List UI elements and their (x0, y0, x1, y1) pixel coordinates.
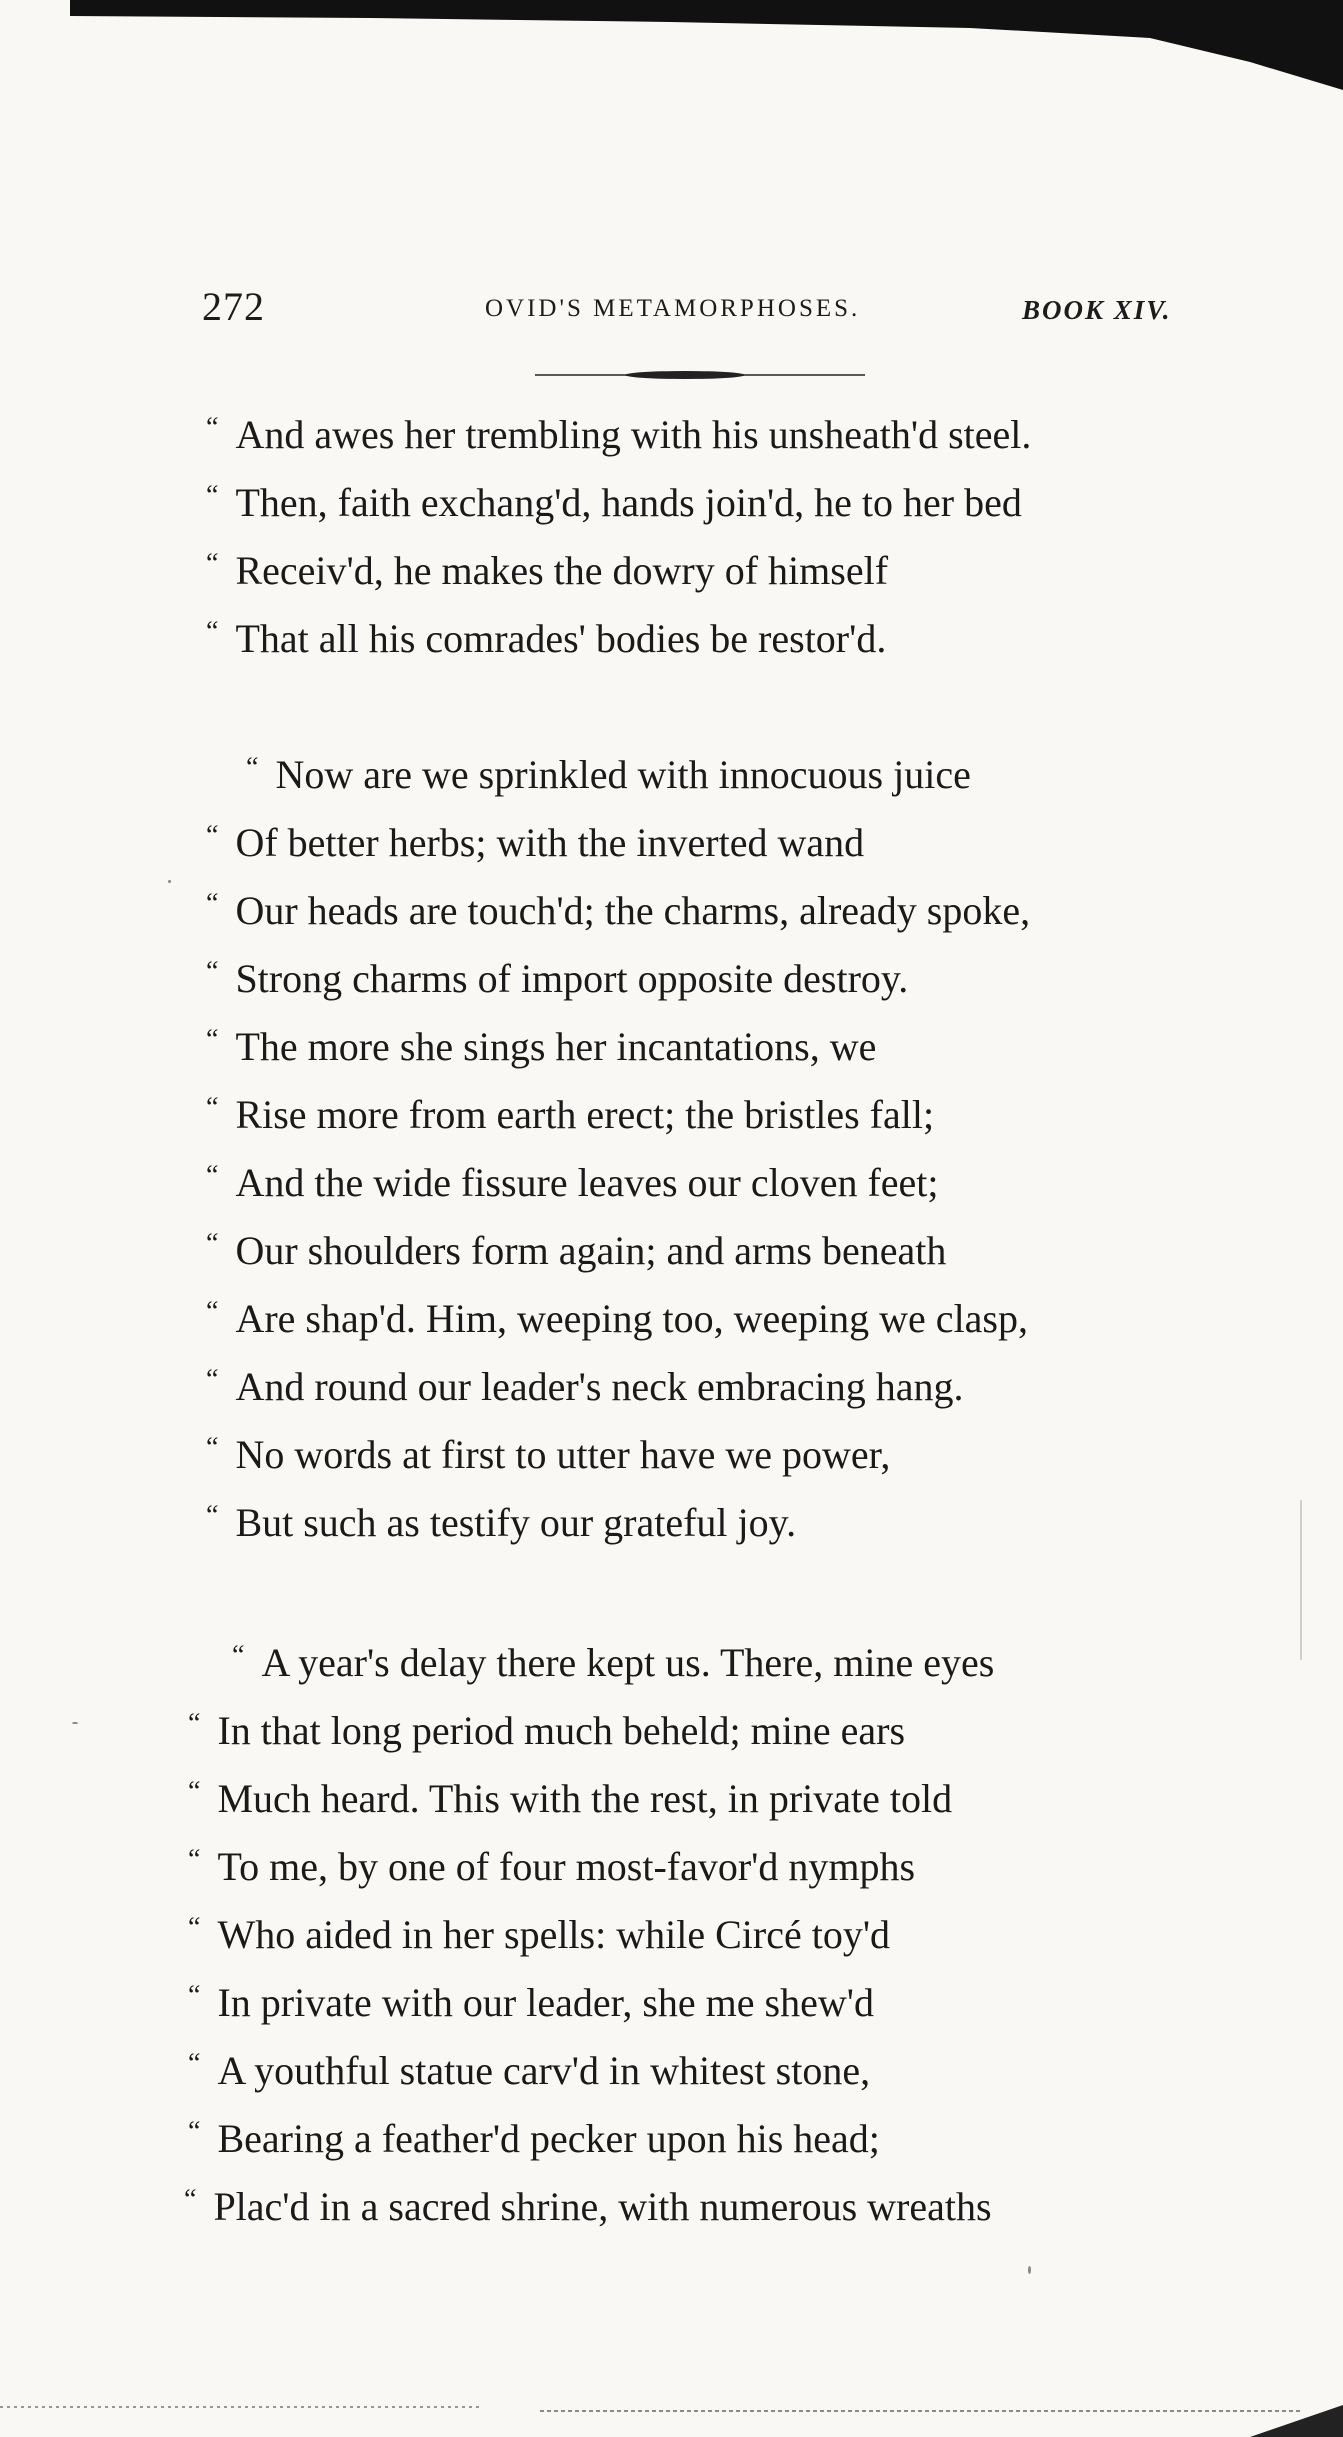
verse-text: And round our leader's neck embracing hang. (235, 1364, 964, 1409)
quote-mark: “ (206, 1500, 220, 1531)
scan-speck (72, 1722, 78, 1724)
verse-line (188, 1710, 905, 1751)
verse-line (206, 1026, 876, 1067)
quote-mark: “ (188, 2116, 202, 2147)
quote-mark: “ (206, 1296, 220, 1327)
quote-mark: “ (206, 480, 220, 511)
verse-line (246, 754, 971, 795)
page-number: 272 (202, 284, 265, 329)
verse-line (184, 2186, 992, 2227)
verse-text: Are shap'd. Him, weeping too, weeping we clasp, (235, 1296, 1028, 1341)
verse-text: And the wide fissure leaves our cloven feet; (235, 1160, 939, 1205)
quote-mark: “ (206, 616, 220, 647)
verse-text: Plac'd in a sacred shrine, with numerous wreaths (213, 2184, 992, 2229)
verse-text: A year's delay there kept us. There, mine eyes (261, 1640, 995, 1685)
quote-mark: “ (188, 1708, 202, 1739)
verse-line (206, 958, 908, 999)
quote-mark: “ (206, 548, 220, 579)
verse-text: To me, by one of four most-favor'd nymphs (217, 1844, 916, 1889)
verse-text: But such as testify our grateful joy. (235, 1500, 797, 1545)
verse-line (206, 414, 1031, 455)
quote-mark: “ (206, 1092, 220, 1123)
verse-line (188, 1778, 952, 1819)
quote-mark: “ (188, 1912, 202, 1943)
verse-line (188, 1846, 915, 1887)
header-ornament-rule (535, 368, 865, 382)
verse-line (206, 482, 1022, 523)
quote-mark: “ (184, 2184, 198, 2215)
quote-mark: “ (206, 888, 220, 919)
verse-text: Who aided in her spells: while Circé toy'd (217, 1912, 891, 1957)
quote-mark: “ (232, 1640, 246, 1671)
verse-text: Receiv'd, he makes the dowry of himself (235, 548, 889, 593)
verse-line (188, 2118, 880, 2159)
verse-text: The more she sings her incantations, we (235, 1024, 877, 1069)
verse-text: Our shoulders form again; and arms beneath (235, 1228, 947, 1273)
page-header (0, 283, 1343, 343)
scan-speck (168, 880, 171, 883)
verse-line (206, 890, 1030, 931)
quote-mark: “ (206, 412, 220, 443)
verse-text: Of better herbs; with the inverted wand (235, 820, 865, 865)
verse-line (206, 1162, 939, 1203)
quote-mark: “ (188, 1980, 202, 2011)
verse-line (188, 1914, 890, 1955)
scan-speck (1300, 1500, 1302, 1660)
verse-text: No words at first to utter have we power, (235, 1432, 891, 1477)
verse-line (206, 1366, 964, 1407)
quote-mark: “ (206, 1432, 220, 1463)
verse-line (206, 822, 864, 863)
scan-speck (1028, 2266, 1031, 2274)
verse-text: Then, faith exchang'd, hands join'd, he to her bed (235, 480, 1022, 525)
quote-mark: “ (206, 1160, 220, 1191)
verse-text: Bearing a feather'd pecker upon his head; (217, 2116, 880, 2161)
verse-text: Strong charms of import opposite destroy. (235, 956, 909, 1001)
quote-mark: “ (206, 1024, 220, 1055)
verse-text: In that long period much beheld; mine ears (217, 1708, 906, 1753)
verse-text: Our heads are touch'd; the charms, already spoke, (235, 888, 1031, 933)
verse-line (206, 618, 886, 659)
quote-mark: “ (188, 1844, 202, 1875)
running-title: OVID'S METAMORPHOSES. (485, 295, 861, 322)
verse-line (206, 1502, 796, 1543)
quote-mark: “ (206, 1364, 220, 1395)
verse-text: Much heard. This with the rest, in private told (217, 1776, 953, 1821)
verse-line (232, 1642, 994, 1683)
quote-mark: “ (206, 956, 220, 987)
verse-line (206, 1094, 934, 1135)
quote-mark: “ (206, 820, 220, 851)
verse-line (188, 2050, 870, 2091)
quote-mark: “ (188, 1776, 202, 1807)
quote-mark: “ (246, 752, 260, 783)
verse-line (206, 550, 888, 591)
verse-text: A youthful statue carv'd in whitest stone, (217, 2048, 871, 2093)
quote-mark: “ (188, 2048, 202, 2079)
verse-line (206, 1434, 890, 1475)
verse-line (188, 1982, 874, 2023)
verse-text: That all his comrades' bodies be restor'd. (235, 616, 887, 661)
verse-line (206, 1298, 1028, 1339)
verse-text: And awes her trembling with his unsheath'd steel. (235, 412, 1032, 457)
quote-mark: “ (206, 1228, 220, 1259)
verse-text: Now are we sprinkled with innocuous juice (275, 752, 971, 797)
verse-text: In private with our leader, she me shew'd (217, 1980, 874, 2025)
verse-text: Rise more from earth erect; the bristles fall; (235, 1092, 935, 1137)
scan-edge-bottom (0, 2385, 1343, 2437)
scan-edge-top (70, 0, 1343, 90)
verse-line (206, 1230, 946, 1271)
book-label: BOOK XIV. (1022, 295, 1172, 325)
